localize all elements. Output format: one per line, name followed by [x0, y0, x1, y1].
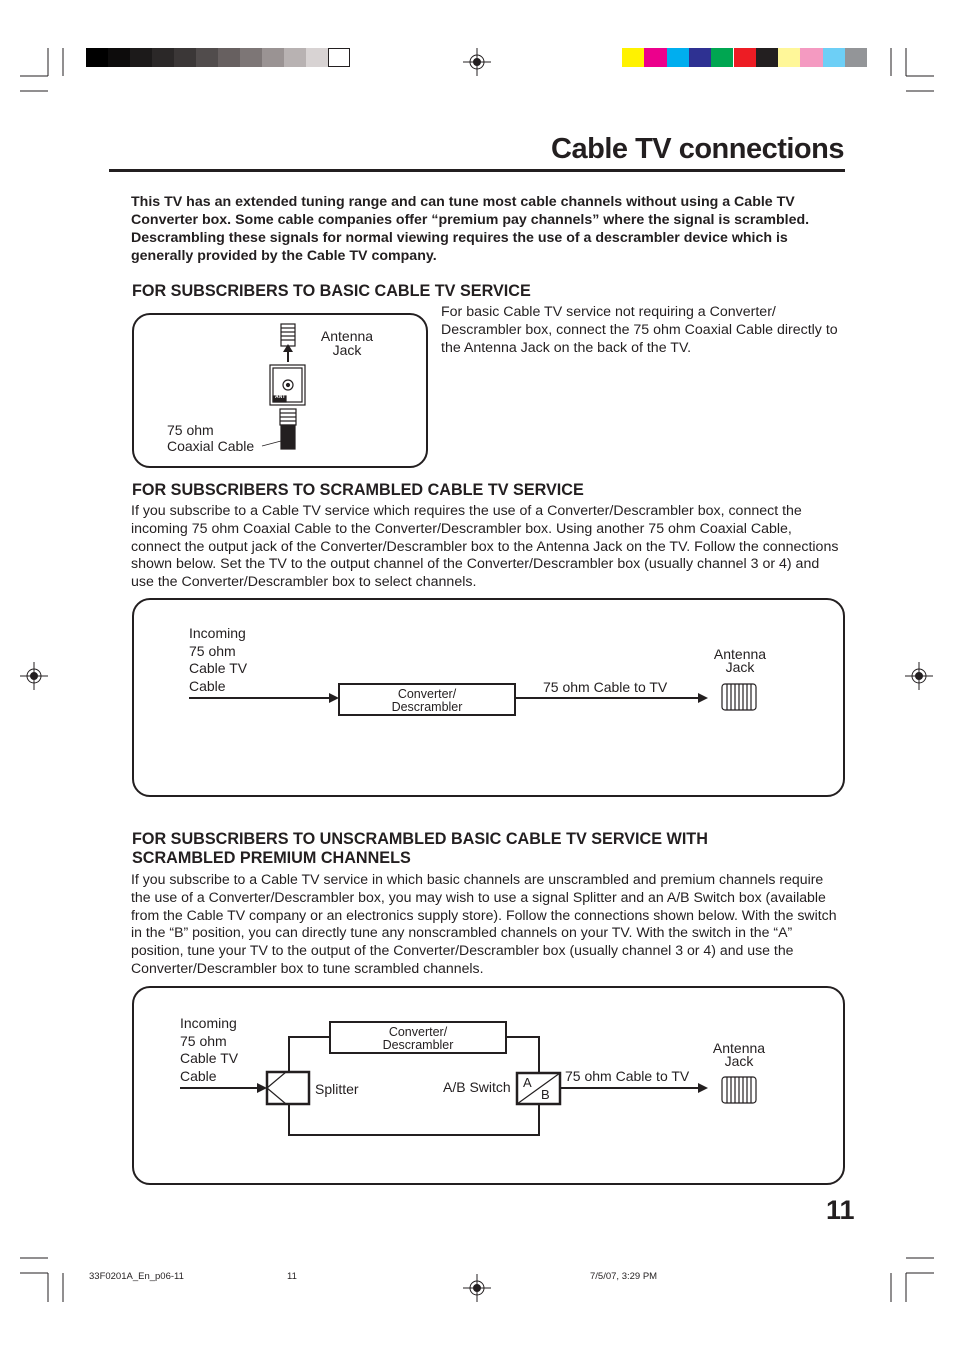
scrambled-service-text: If you subscribe to a Cable TV service which requires the use of a Converter/Descrambler box, connect the incoming 75 ohm Coaxial Cable to the Converter/Descrambler box. Using another 75 ohm Coaxial Cable, connect the output jack of the Converter/Descrambler box to the Antenna Jack on the TV. Follow the connections shown below. Set the TV to the output channel of the Converter/Descrambler box (usually channel 3 or 4) and use the Converter/Descrambler box to select channels.: [131, 503, 839, 591]
basic-service-text: For basic Cable TV service not requiring a Converter/ Descrambler box, connect the 75 ohm Coaxial Cable directly to the Antenna Jack on the back of the TV.: [441, 304, 838, 356]
switch-b-label: B: [541, 1087, 550, 1102]
coaxial-cable-label: 75 ohm Coaxial Cable: [167, 422, 255, 454]
ab-switch-label: A/B Switch: [443, 1079, 511, 1095]
converter-descrambler-box: Converter/ Descrambler: [338, 683, 516, 716]
incoming-cable-label: Incoming 75 ohm Cable TV Cable: [189, 625, 248, 694]
heading-basic-service: FOR SUBSCRIBERS TO BASIC CABLE TV SERVICE: [132, 282, 531, 300]
heading-scrambled-service: FOR SUBSCRIBERS TO SCRAMBLED CABLE TV SERVICE: [132, 481, 584, 499]
unscrambled-service-text: If you subscribe to a Cable TV service in which basic channels are unscrambled and premium channels require the use of a Converter/Descrambler box, you may wish to use a signal Splitter and an A/B Switch box (available from the Cable TV company or an electronics supply store). Follow the connections shown below. With the switch in the “B” position, you can directly tune any nonscrambled channels on your TV. With the switch in the “A” position, tune your TV to the output of the Converter/Descrambler box (usually channel 3 or 4) and use the Converter/Descrambler box to tune scrambled channels.: [131, 871, 837, 976]
antenna-jack-icon: [722, 1077, 756, 1103]
heading-unscrambled-service: FOR SUBSCRIBERS TO UNSCRAMBLED BASIC CABLE TV SERVICE WITH SCRAMBLED PREMIUM CHANNELS: [132, 830, 708, 867]
converter-descrambler-box: Converter/ Descrambler: [329, 1021, 507, 1054]
splitter-icon: [267, 1072, 309, 1104]
footer-timestamp: 7/5/07, 3:29 PM: [590, 1271, 658, 1282]
splitter-label: Splitter: [315, 1081, 359, 1097]
incoming-cable-label: Incoming 75 ohm Cable TV Cable: [180, 1015, 239, 1084]
antenna-jack-label: Antenna Jack: [713, 646, 767, 675]
arrow-right-icon: [698, 1083, 708, 1093]
arrow-right-icon: [257, 1083, 267, 1093]
switch-a-label: A: [523, 1075, 532, 1090]
cable-to-tv-label: 75 ohm Cable to TV: [565, 1068, 690, 1084]
page-number: 11: [826, 1195, 855, 1225]
cable-to-tv-label: 75 ohm Cable to TV: [543, 679, 668, 695]
footer-page: 11: [287, 1271, 297, 1282]
antenna-jack-label: Antenna Jack: [320, 328, 374, 358]
page-title: Cable TV connections: [551, 133, 844, 165]
footer-filename: 33F0201A_En_p06-11: [89, 1271, 184, 1282]
antenna-jack-label: Antenna Jack: [712, 1040, 766, 1069]
ant-terminal-label: ANT: [275, 394, 286, 400]
intro-paragraph: This TV has an extended tuning range and can tune most cable channels without using a Cable TV Converter box. Some cable companies offer “premium pay channels” where the signal is scrambled. Descrambling these signals for normal viewing requires the use of a descrambler device which is generally provided by the Cable TV company.: [131, 194, 810, 264]
